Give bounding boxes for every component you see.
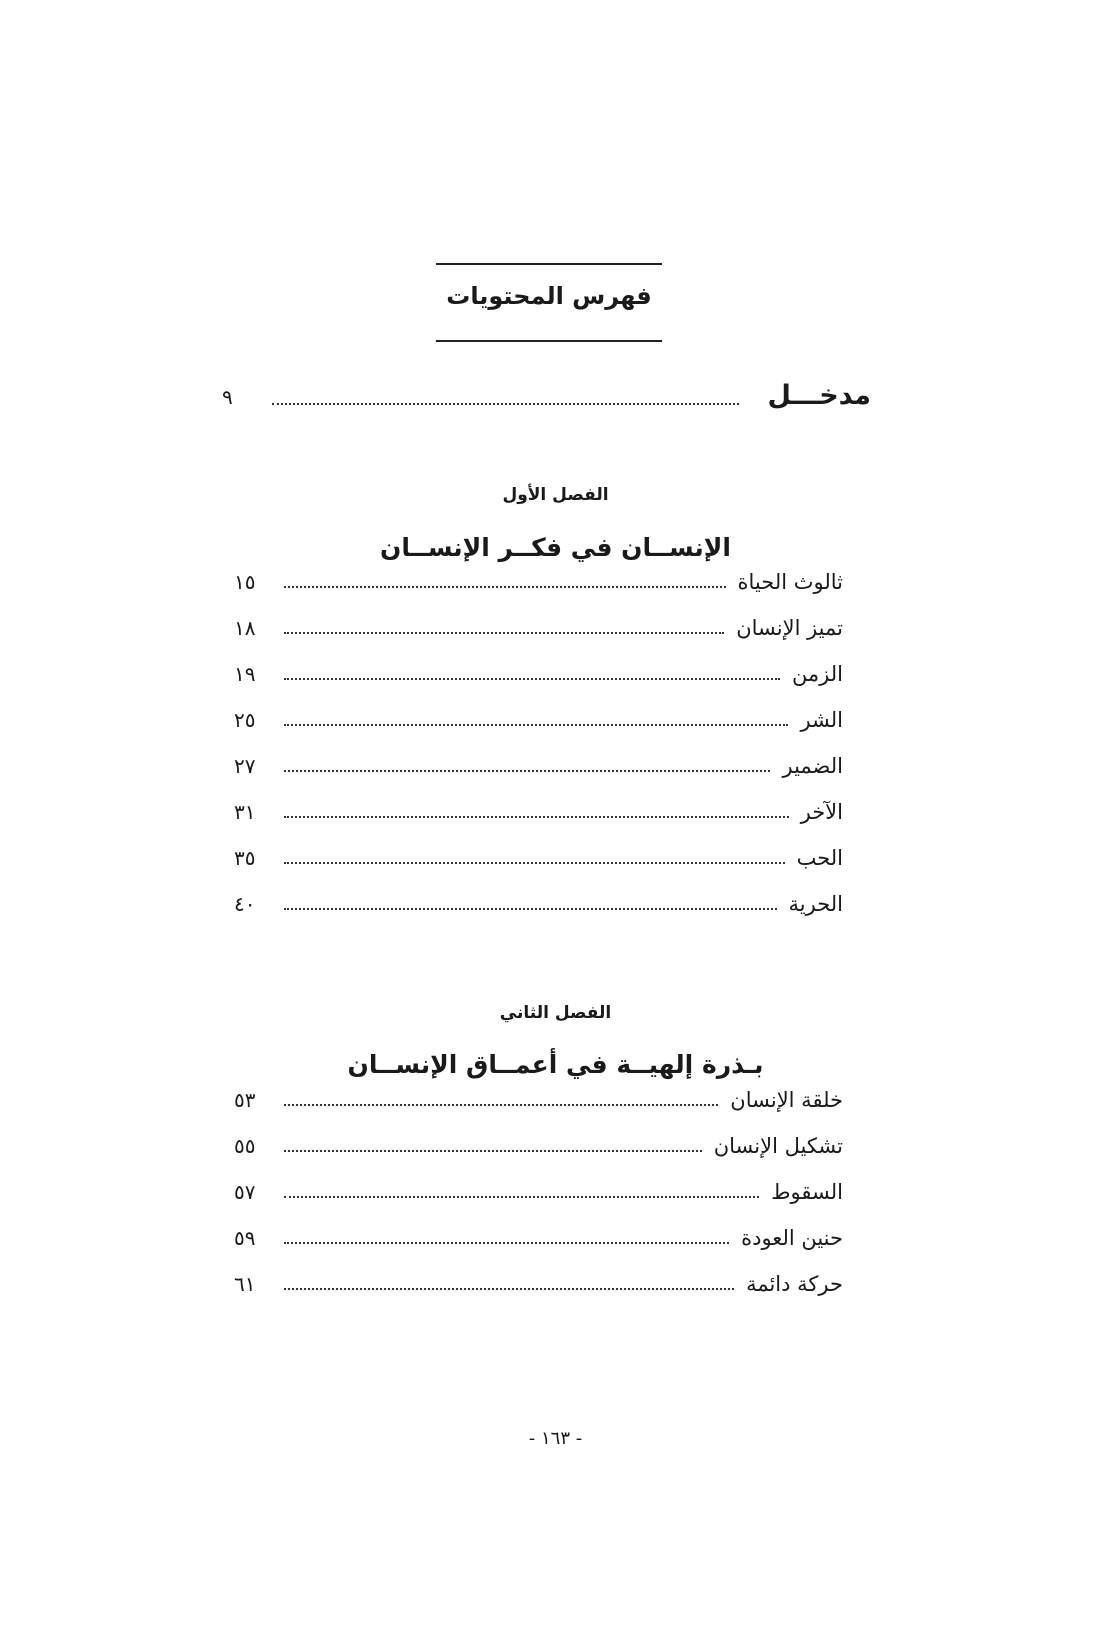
toc-entry-label: تشكيل الإنسان bbox=[713, 1134, 843, 1158]
toc-entry[interactable] bbox=[234, 708, 843, 732]
toc-entry-label: حنين العودة bbox=[741, 1226, 843, 1250]
toc-entry-label: الحرية bbox=[788, 892, 843, 916]
chapter-2-title: بـذرة إلهيــة في أعمــاق الإنســان bbox=[347, 1050, 764, 1079]
toc-entry[interactable] bbox=[234, 754, 843, 778]
toc-entry-label: الحب bbox=[796, 846, 843, 870]
toc-entry-label: الضمير bbox=[782, 754, 843, 778]
dot-leader bbox=[284, 724, 788, 726]
toc-entry-page: ٥٧ bbox=[234, 1180, 256, 1204]
dot-leader bbox=[284, 1288, 734, 1290]
toc-entry-intro[interactable] bbox=[222, 380, 871, 411]
toc-entry-page: ١٨ bbox=[234, 616, 256, 640]
dot-leader bbox=[284, 770, 770, 772]
chapter-2-label: الفصل الثاني bbox=[499, 1003, 612, 1023]
title-bottom-rule bbox=[436, 340, 662, 342]
toc-entry-page: ١٥ bbox=[234, 570, 256, 594]
toc-entry-label: مدخـــل bbox=[767, 380, 871, 411]
toc-entry-page: ١٩ bbox=[234, 662, 256, 686]
toc-entry-label: السقوط bbox=[771, 1180, 843, 1204]
toc-entry-page: ٥٩ bbox=[234, 1226, 256, 1250]
toc-entry-label: الزمن bbox=[791, 662, 843, 686]
toc-entry[interactable] bbox=[234, 892, 843, 916]
chapter-1-label: الفصل الأول bbox=[502, 485, 609, 505]
dot-leader bbox=[284, 908, 777, 910]
toc-entry-label: تميز الإنسان bbox=[736, 616, 843, 640]
toc-entry-label: ثالوث الحياة bbox=[737, 570, 843, 594]
toc-entry[interactable] bbox=[234, 846, 843, 870]
chapter-1-title: الإنســان في فكــر الإنســان bbox=[380, 533, 731, 562]
title-top-rule bbox=[436, 263, 662, 265]
toc-entry[interactable] bbox=[234, 616, 843, 640]
dot-leader bbox=[284, 1104, 718, 1106]
toc-entry-label: الشر bbox=[800, 708, 843, 732]
toc-entry[interactable] bbox=[234, 662, 843, 686]
toc-entry-page: ٣٥ bbox=[234, 846, 256, 870]
dot-leader bbox=[284, 862, 785, 864]
toc-entry-page: ٣١ bbox=[234, 800, 256, 824]
toc-entry[interactable] bbox=[234, 1134, 843, 1158]
toc-entry[interactable] bbox=[234, 1088, 843, 1112]
toc-entry-label: الآخر bbox=[800, 800, 843, 824]
toc-entry-page: ٩ bbox=[222, 385, 233, 409]
toc-entry-page: ٢٥ bbox=[234, 708, 256, 732]
toc-entry-label: حركة دائمة bbox=[746, 1272, 843, 1296]
toc-entry-page: ٥٣ bbox=[234, 1088, 256, 1112]
toc-entry-page: ٢٧ bbox=[234, 754, 256, 778]
toc-entry-page: ٥٥ bbox=[234, 1134, 256, 1158]
dot-leader bbox=[284, 586, 726, 588]
toc-title: فهرس المحتويات bbox=[446, 282, 652, 310]
dot-leader bbox=[284, 678, 780, 680]
toc-entry[interactable] bbox=[234, 1272, 843, 1296]
toc-entry[interactable] bbox=[234, 1226, 843, 1250]
toc-entry[interactable] bbox=[234, 800, 843, 824]
dot-leader bbox=[284, 1242, 729, 1244]
toc-entry[interactable] bbox=[234, 1180, 843, 1204]
toc-entry-page: ٤٠ bbox=[234, 892, 256, 916]
toc-entry-label: خلقة الإنسان bbox=[730, 1088, 843, 1112]
toc-entry-page: ٦١ bbox=[234, 1272, 256, 1296]
dot-leader bbox=[284, 1150, 702, 1152]
dot-leader bbox=[284, 1196, 759, 1198]
page-number-footer: - ١٦٣ - bbox=[528, 1428, 583, 1449]
dot-leader bbox=[284, 816, 789, 818]
dot-leader bbox=[272, 403, 739, 405]
toc-entry[interactable] bbox=[234, 570, 843, 594]
dot-leader bbox=[284, 632, 724, 634]
